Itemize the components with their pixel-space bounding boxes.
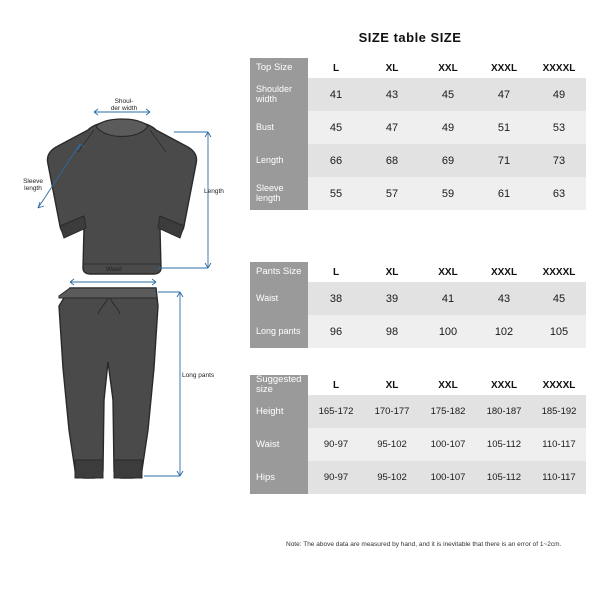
garment-svg [8, 100, 236, 520]
cell: 69 [420, 144, 476, 177]
table-pants-size [250, 262, 586, 348]
cell: 57 [364, 177, 420, 210]
table-row [250, 78, 586, 111]
row-label: Waist [250, 428, 308, 461]
sleeve-length-label: Sleeve length [23, 178, 43, 193]
page-title: SIZE table SIZE [358, 30, 462, 45]
cell: 41 [420, 282, 476, 315]
sweatshirt-illustration [47, 119, 196, 274]
col-header: XXL [420, 262, 476, 282]
pants-illustration [59, 288, 158, 478]
cell: 45 [532, 282, 586, 315]
row-label: Length [250, 144, 308, 177]
col-header: L [308, 375, 364, 395]
col-header: XXL [420, 58, 476, 78]
col-header: XXXXL [532, 262, 586, 282]
cell: 55 [308, 177, 364, 210]
col-header: XXL [420, 375, 476, 395]
waist-measure-line [70, 279, 156, 285]
cell: 175-182 [420, 395, 476, 428]
cell: 41 [308, 78, 364, 111]
table-header-row [250, 375, 586, 395]
cell: 165-172 [308, 395, 364, 428]
row-label: Waist [250, 282, 308, 315]
col-header: L [308, 262, 364, 282]
long-pants-label: Long pants [182, 372, 215, 379]
table-top-size [250, 58, 586, 210]
cell: 185-192 [532, 395, 586, 428]
table-row [250, 428, 586, 461]
cell: 90-97 [308, 428, 364, 461]
cell: 98 [364, 315, 420, 348]
col-header: XXXXL [532, 58, 586, 78]
table-header-row [250, 262, 586, 282]
garment-illustrations [8, 100, 236, 520]
table-row [250, 282, 586, 315]
row-label: Long pants [250, 315, 308, 348]
cell: 90-97 [308, 461, 364, 494]
cell: 170-177 [364, 395, 420, 428]
cell: 49 [420, 111, 476, 144]
table-row [250, 461, 586, 494]
col-header: XXXXL [532, 375, 586, 395]
cell: 105 [532, 315, 586, 348]
table-row [250, 144, 586, 177]
cell: 61 [476, 177, 532, 210]
row-label: Bust [250, 111, 308, 144]
cell: 51 [476, 111, 532, 144]
col-header: XL [364, 58, 420, 78]
length-label: Length [204, 188, 224, 195]
col-header: L [308, 58, 364, 78]
col-header: XXXL [476, 262, 532, 282]
col-header: Suggested size [250, 375, 308, 395]
col-header: Top Size [250, 58, 308, 78]
cell: 66 [308, 144, 364, 177]
cell: 73 [532, 144, 586, 177]
cell: 105-112 [476, 428, 532, 461]
cell: 43 [364, 78, 420, 111]
cell: 96 [308, 315, 364, 348]
col-header: Pants Size [250, 262, 308, 282]
table-row [250, 395, 586, 428]
cell: 100 [420, 315, 476, 348]
row-label: Hips [250, 461, 308, 494]
cell: 105-112 [476, 461, 532, 494]
cell: 43 [476, 282, 532, 315]
table-row [250, 111, 586, 144]
row-label: Sleeve length [250, 177, 308, 210]
cell: 110-117 [532, 428, 586, 461]
cell: 102 [476, 315, 532, 348]
table-header-row [250, 58, 586, 78]
cell: 100-107 [420, 461, 476, 494]
cell: 39 [364, 282, 420, 315]
cell: 45 [308, 111, 364, 144]
shoulder-width-label: Shoul- der width [110, 98, 138, 113]
cell: 180-187 [476, 395, 532, 428]
col-header: XXXL [476, 375, 532, 395]
cell: 95-102 [364, 428, 420, 461]
cell: 47 [364, 111, 420, 144]
cell: 59 [420, 177, 476, 210]
cell: 47 [476, 78, 532, 111]
table-row [250, 315, 586, 348]
table-suggested-size [250, 375, 586, 494]
cell: 71 [476, 144, 532, 177]
measurement-note: Note: The above data are measured by hand, and it is inevitable that there is an error of 1~2cm. [286, 541, 562, 548]
cell: 110-117 [532, 461, 586, 494]
col-header: XXXL [476, 58, 532, 78]
cell: 49 [532, 78, 586, 111]
col-header: XL [364, 262, 420, 282]
table-row [250, 177, 586, 210]
cell: 95-102 [364, 461, 420, 494]
row-label: Shoulder width [250, 78, 308, 111]
cell: 53 [532, 111, 586, 144]
cell: 68 [364, 144, 420, 177]
waist-label: Waist [105, 266, 122, 273]
cell: 45 [420, 78, 476, 111]
col-header: XL [364, 375, 420, 395]
cell: 63 [532, 177, 586, 210]
cell: 38 [308, 282, 364, 315]
cell: 100-107 [420, 428, 476, 461]
row-label: Height [250, 395, 308, 428]
